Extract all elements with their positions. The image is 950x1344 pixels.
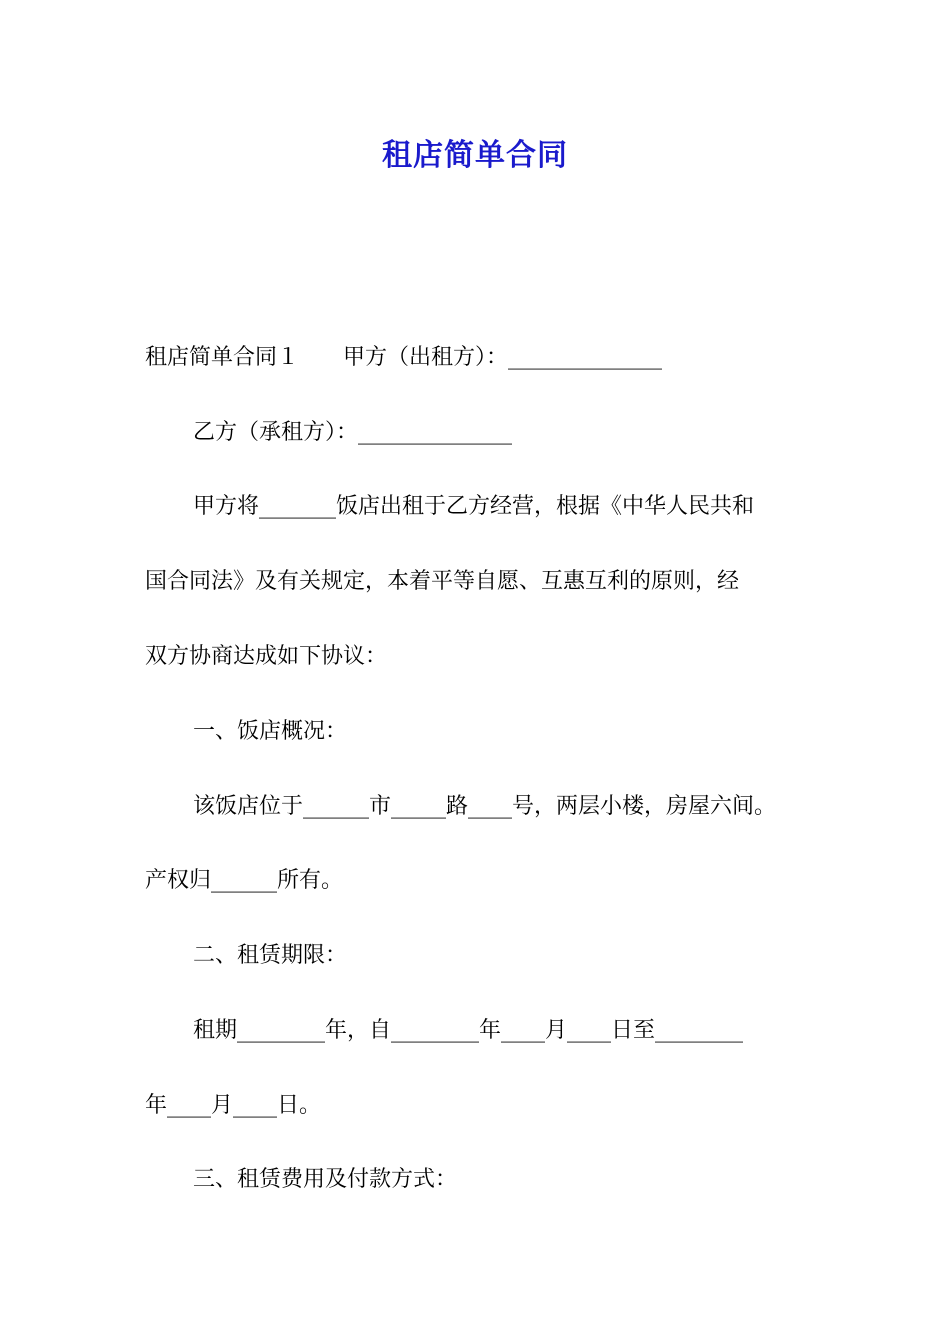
section-1-line-2: 产权归______所有。 bbox=[145, 868, 344, 893]
section-heading-3: 三、租赁费用及付款方式： bbox=[193, 1167, 458, 1192]
section-1-line-1: 该饭店位于______市_____路____号，两层小楼，房屋六间。 bbox=[193, 794, 777, 819]
paragraph-intro-line-2: 国合同法》及有关规定，本着平等自愿、互惠互利的原则，经 bbox=[145, 569, 740, 594]
document-title: 租店简单合同 bbox=[382, 138, 568, 173]
paragraph-intro-line-3: 双方协商达成如下协议： bbox=[145, 644, 388, 669]
section-2-line-2: 年____月____日。 bbox=[145, 1093, 322, 1118]
line-party-b: 乙方（承租方）：______________ bbox=[193, 420, 513, 445]
paragraph-intro-line-1: 甲方将_______饭店出租于乙方经营，根据《中华人民共和 bbox=[193, 494, 755, 519]
section-heading-1: 一、饭店概况： bbox=[193, 719, 348, 744]
line-party-a: 租店简单合同１ 甲方（出租方）：______________ bbox=[145, 345, 663, 370]
section-heading-2: 二、租赁期限： bbox=[193, 943, 348, 968]
section-2-line-1: 租期________年，自________年____月____日至________ bbox=[193, 1018, 744, 1043]
